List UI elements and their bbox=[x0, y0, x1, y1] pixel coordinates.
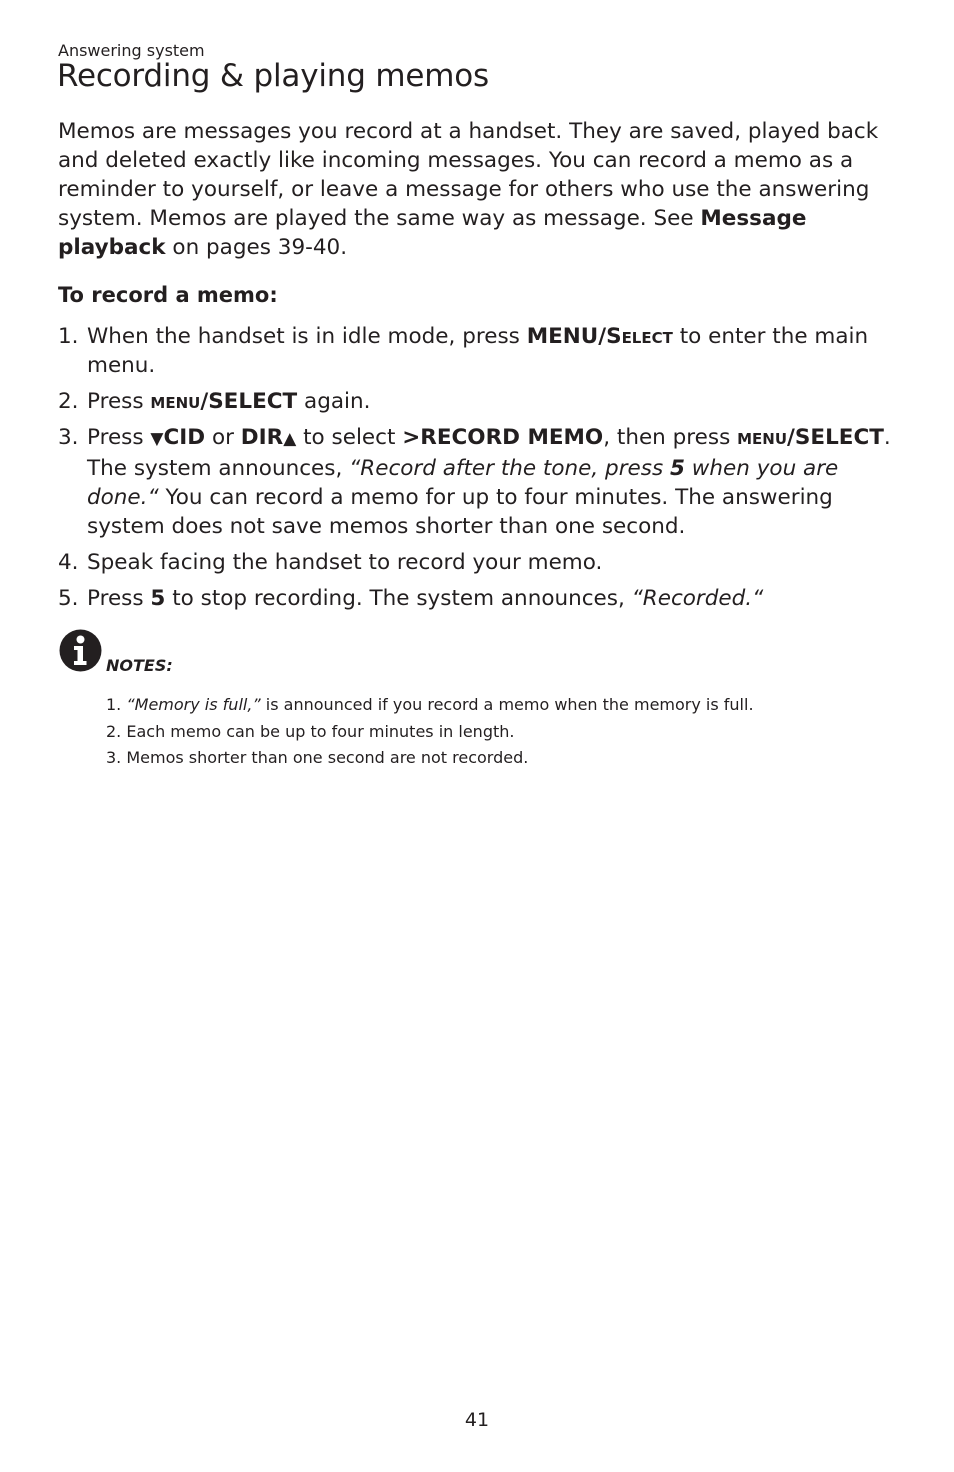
step-number: 3. bbox=[58, 425, 79, 450]
note-text: Memos shorter than one second are not recorded. bbox=[126, 748, 529, 767]
page-title: Recording & playing memos bbox=[57, 58, 489, 94]
select-key: /SELECT bbox=[787, 425, 884, 450]
step-text: , then press bbox=[603, 425, 738, 450]
step-number: 5. bbox=[58, 586, 79, 611]
note-item bbox=[106, 692, 754, 719]
step-2 bbox=[58, 387, 898, 416]
key-5: 5 bbox=[670, 456, 685, 481]
announcement-quote: “Recorded.“ bbox=[631, 586, 764, 611]
note-text: is announced if you record a memo when the memory is full. bbox=[260, 695, 754, 714]
step-number: 2. bbox=[58, 389, 79, 414]
intro-paragraph bbox=[58, 117, 918, 262]
step-number: 4. bbox=[58, 550, 79, 575]
menu-key: menu bbox=[150, 389, 201, 414]
page-number: 41 bbox=[464, 1409, 490, 1431]
note-text: Each memo can be up to four minutes in length. bbox=[126, 721, 515, 741]
step-text: or bbox=[205, 425, 241, 450]
message-playback-reference: Message playback bbox=[58, 206, 807, 260]
step-text: Press bbox=[87, 586, 151, 611]
record-memo-menu-item: >RECORD MEMO bbox=[402, 425, 604, 450]
note-number: 2. bbox=[106, 721, 127, 741]
step-text: to stop recording. The system announces, bbox=[165, 586, 632, 611]
note-number: 1. bbox=[106, 695, 127, 714]
step-text: Press bbox=[87, 389, 151, 414]
dir-key: DIR bbox=[240, 425, 284, 450]
step-number: 1. bbox=[58, 324, 79, 349]
section-label: Answering system bbox=[58, 41, 205, 60]
cid-key: CID bbox=[163, 425, 206, 450]
step-text: to enter the main menu. bbox=[87, 324, 869, 378]
intro-text: Memos are messages you record at a handset. They are saved, played back and deleted exactly like incoming messages. You can record a memo as a reminder to yourself, or leave a message for others who use the answering system. Memos are played the same way as message. See bbox=[58, 119, 879, 231]
step-text: again. bbox=[297, 389, 371, 414]
note-number: 3. bbox=[106, 748, 127, 767]
down-arrow-icon: ▼ bbox=[150, 429, 164, 449]
step-text: You can record a memo for up to four minutes. The answering system does not save memos shorter than one second. bbox=[87, 485, 833, 539]
key-5: 5 bbox=[150, 586, 166, 611]
menu-key: menu bbox=[737, 425, 788, 450]
note-quote: “Memory is full,” bbox=[126, 695, 261, 714]
step-3 bbox=[58, 423, 898, 541]
note-item bbox=[106, 719, 754, 746]
step-text: When the handset is in idle mode, press bbox=[87, 324, 527, 349]
step-text: Press bbox=[87, 425, 151, 450]
info-icon bbox=[59, 629, 102, 672]
up-arrow-icon: ▲ bbox=[283, 429, 297, 449]
step-text: to select bbox=[296, 425, 403, 450]
announcement-quote: when you are done.“ bbox=[87, 456, 839, 510]
notes-list bbox=[106, 692, 754, 772]
step-list bbox=[58, 322, 898, 620]
note-item bbox=[106, 745, 754, 772]
notes-heading: NOTES: bbox=[106, 656, 173, 675]
step-4 bbox=[58, 548, 898, 577]
intro-text-after: on pages 39-40. bbox=[165, 235, 348, 260]
menu-key: MENU/ bbox=[526, 324, 607, 349]
select-key: Select bbox=[606, 324, 673, 349]
step-text: . The system announces, bbox=[87, 425, 891, 481]
step-1 bbox=[58, 322, 898, 380]
select-key: /SELECT bbox=[200, 389, 298, 414]
step-text: Speak facing the handset to record your memo. bbox=[87, 550, 603, 575]
step-5 bbox=[58, 584, 898, 613]
procedure-heading: To record a memo: bbox=[58, 283, 278, 307]
announcement-quote: “Record after the tone, press bbox=[349, 456, 670, 481]
